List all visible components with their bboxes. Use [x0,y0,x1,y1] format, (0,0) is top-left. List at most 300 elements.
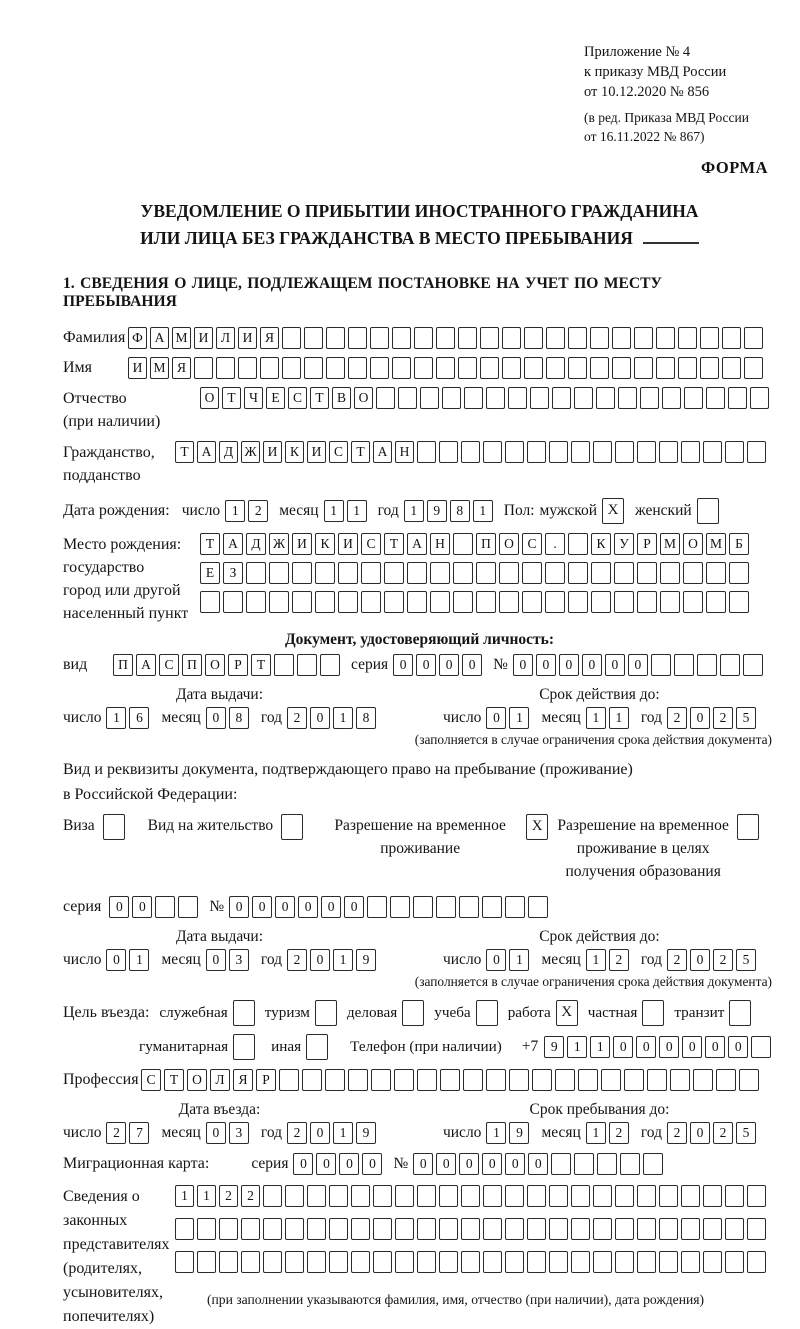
form-cell: 2 [287,707,307,729]
day-label: число [63,709,102,727]
form-cell: 2 [219,1185,238,1207]
form-cell [417,1218,436,1240]
form-cell [747,1218,766,1240]
form-cell: С [522,533,542,555]
residence-doc-intro-line: Вид и реквизиты документа, подтверждающего право на пребывание (проживание) [63,761,633,779]
purpose-study-checkbox [476,1000,498,1026]
form-cell [551,1153,571,1175]
number-label: № [393,1154,409,1172]
form-cell [338,591,358,613]
form-cell: 0 [690,707,710,729]
issue-month-cells [206,949,249,971]
year-label: год [640,950,662,968]
form-cell [263,1251,282,1273]
form-cell: 0 [416,654,436,676]
year-label: год [377,501,399,519]
form-cell [743,654,763,676]
form-cell [384,591,404,613]
form-cell: К [591,533,611,555]
form-cell [725,1218,744,1240]
form-cell [395,1218,414,1240]
form-cell: А [407,533,427,555]
form-cell: 9 [427,500,447,522]
form-cell [200,591,220,613]
form-cell: У [614,533,634,555]
form-cell [263,1185,282,1207]
form-cell [527,1185,546,1207]
form-cell: 2 [713,1122,733,1144]
sex-male-checkbox: X [602,498,624,524]
form-cell [304,357,323,379]
form-cell [463,1069,483,1091]
title-blank-line [643,229,699,244]
form-cell [269,562,289,584]
form-cell [612,357,631,379]
stay-day-cells [486,1122,529,1144]
purpose-tourism-label: туризм [264,1003,310,1021]
form-cell [659,1251,678,1273]
form-cell [197,1218,216,1240]
form-cell: 1 [225,500,245,522]
form-cell: 0 [459,1153,479,1175]
form-cell [647,1069,667,1091]
form-cell [640,387,659,409]
month-label: месяц [279,501,319,519]
form-cell [593,1251,612,1273]
form-cell [436,896,456,918]
form-cell: 0 [109,896,129,918]
form-cell [620,1153,640,1175]
issue-day-cells [106,949,149,971]
form-cell [464,387,483,409]
form-cell: 0 [436,1153,456,1175]
form-cell [697,654,717,676]
purpose-business-checkbox [402,1000,424,1026]
form-cell: 2 [713,707,733,729]
form-cell [571,1251,590,1273]
form-cell [392,327,411,349]
form-cell: 0 [513,654,533,676]
form-cell [729,562,749,584]
valid-day-cells [486,949,529,971]
form-cell [593,1218,612,1240]
day-label: число [63,950,102,968]
form-cell [260,357,279,379]
form-cell [747,1185,766,1207]
form-cell [508,387,527,409]
representatives-cells-row2 [175,1218,766,1240]
purpose-transit-checkbox [729,1000,751,1026]
form-cell: 2 [667,707,687,729]
form-cell [461,1218,480,1240]
form-cell [361,591,381,613]
form-cell [522,591,542,613]
form-cell [361,562,381,584]
form-cell [370,357,389,379]
form-cell [417,1069,437,1091]
document-title [63,198,776,251]
form-cell [637,1185,656,1207]
month-label: месяц [541,1123,581,1141]
form-cell: 0 [728,1036,748,1058]
birth-place-label-line: государство [63,558,145,576]
form-cell [371,1069,391,1091]
birth-date-label: Дата рождения: [63,501,170,519]
form-cell [329,1218,348,1240]
form-cell: 2 [609,949,629,971]
form-cell: Т [164,1069,184,1091]
form-cell: О [683,533,703,555]
purpose-study-label: учеба [434,1003,471,1021]
validity-note: (заполняется в случае ограничения срока действия документа) [414,973,772,989]
day-label: число [181,501,221,519]
form-cell [747,441,766,463]
visa-checkbox [103,814,125,840]
form-cell [684,387,703,409]
surname-row [63,327,776,349]
form-cell: 0 [339,1153,359,1175]
form-cell [571,441,590,463]
valid-until-cells [443,707,756,729]
form-cell [241,1251,260,1273]
representatives-cells-row3 [175,1251,766,1273]
day-label: число [442,709,482,727]
stay-year-cells [667,1122,756,1144]
form-cell [574,387,593,409]
form-cell: 0 [229,896,249,918]
sex-female-label: женский [634,501,692,519]
birth-place-label-line: Место рождения: [63,535,182,553]
form-cell: 0 [310,707,330,729]
form-cell: 0 [659,1036,679,1058]
form-cell [706,562,726,584]
valid-until-heading: Срок действия до: [539,927,660,945]
form-cell [651,654,671,676]
option-visa [63,814,125,840]
option-residence-permit-label: Вид на жительство [147,816,274,834]
temporary-residence-education-checkbox [737,814,759,840]
form-cell: 1 [567,1036,587,1058]
form-cell [442,387,461,409]
form-cell: 0 [682,1036,702,1058]
form-cell [392,357,411,379]
form-cell [634,357,653,379]
form-cell: С [141,1069,161,1091]
form-cell [476,562,496,584]
form-cell: А [150,327,169,349]
form-cell: 1 [509,949,529,971]
entry-day-cells [106,1122,149,1144]
representatives-label-line: усыновителях, [63,1283,163,1301]
stay-month-cells [586,1122,629,1144]
form-cell: Л [210,1069,230,1091]
form-cell: О [205,654,225,676]
form-cell [329,1251,348,1273]
form-cell: 1 [175,1185,194,1207]
form-cell [430,562,450,584]
form-cell: 0 [252,896,272,918]
form-cell: Н [395,441,414,463]
purpose-humanitarian-checkbox [233,1034,255,1060]
form-cell [615,1218,634,1240]
form-cell: 0 [298,896,318,918]
citizenship-cells [175,441,766,463]
form-cell [304,327,323,349]
form-cell: 0 [310,1122,330,1144]
form-cell [326,357,345,379]
form-cell: 0 [310,949,330,971]
form-cell [219,1251,238,1273]
form-cell [530,387,549,409]
form-cell [683,591,703,613]
option-temporary-residence-label: Разрешение на временное проживание [334,816,506,858]
form-cell [700,357,719,379]
form-cell [483,441,502,463]
form-cell: 0 [636,1036,656,1058]
form-cell: И [128,357,147,379]
form-cell [614,562,634,584]
form-cell: Т [175,441,194,463]
form-cell [329,1185,348,1207]
form-cell [725,441,744,463]
form-cell: С [159,654,179,676]
year-label: год [640,1123,662,1141]
identity-doc-number-cells [513,654,763,676]
birth-place-label-line: город или другой [63,581,181,599]
form-cell [439,441,458,463]
form-cell: 0 [528,1153,548,1175]
entry-date-heading: Дата въезда: [178,1100,261,1118]
form-cell [398,387,417,409]
form-cell: 2 [106,1122,126,1144]
form-cell [618,387,637,409]
citizenship-label [63,441,175,487]
form-cell: Р [228,654,248,676]
valid-year-cells [667,949,756,971]
form-cell [307,1251,326,1273]
form-cell: 5 [736,1122,756,1144]
form-cell [703,1251,722,1273]
form-cell [194,357,213,379]
form-cell [590,327,609,349]
patronymic-cells [200,387,769,409]
form-cell: 1 [609,707,629,729]
form-cell [747,1251,766,1273]
form-cell [750,387,769,409]
residence-doc-valid-group [443,928,756,971]
form-cell [407,562,427,584]
valid-day-cells [486,707,529,729]
form-cell: 1 [333,1122,353,1144]
residence-doc-intro [63,758,776,808]
entry-month-cells [206,1122,249,1144]
entry-date-group [63,1101,376,1144]
form-cell: О [499,533,519,555]
form-cell [681,1251,700,1273]
form-cell [395,1251,414,1273]
purpose-work-label: работа [507,1003,551,1021]
form-cell: К [285,441,304,463]
form-cell: Ж [269,533,289,555]
month-label: месяц [161,1123,201,1141]
purpose-private-label: частная [587,1003,638,1021]
form-cell [414,327,433,349]
valid-until-cells [443,949,756,971]
form-cell: Т [310,387,329,409]
form-cell: А [373,441,392,463]
patronymic-label-line: (при наличии) [63,412,161,430]
form-cell: 0 [613,1036,633,1058]
series-label: серия [351,656,389,674]
birth-year-cells [404,500,493,522]
form-cell: 2 [241,1185,260,1207]
form-cell [681,1218,700,1240]
form-cell [591,562,611,584]
form-cell: С [288,387,307,409]
form-cell: 1 [129,949,149,971]
form-cell [590,357,609,379]
form-cell: А [136,654,156,676]
form-cell [703,1218,722,1240]
form-cell [656,357,675,379]
form-cell [656,327,675,349]
form-cell [480,327,499,349]
form-cell: О [354,387,373,409]
representatives-label-line: (родителях, [63,1259,143,1277]
valid-until-heading: Срок действия до: [539,686,660,704]
form-cell [461,441,480,463]
form-cell: П [476,533,496,555]
form-cell: 0 [482,1153,502,1175]
migration-card-series-cells [293,1153,382,1175]
series-label: серия [63,897,102,915]
form-cell [223,591,243,613]
surname-label: Фамилия [63,328,126,346]
annex-line: к приказу МВД России [584,64,727,80]
purpose-row [63,1000,776,1026]
form-cell [505,1218,524,1240]
form-cell: 0 [206,707,226,729]
day-label: число [442,950,482,968]
sex-label: Пол: [503,501,535,519]
month-label: месяц [541,709,581,727]
form-cell [637,1251,656,1273]
form-cell [246,591,266,613]
option-residence-permit [148,814,304,840]
form-cell [351,1251,370,1273]
annex-amendment [584,109,776,146]
profession-label: Профессия [63,1070,139,1088]
form-cell [384,562,404,584]
birth-place-label [63,533,200,626]
form-cell [282,327,301,349]
birth-place-cells-row2 [200,562,749,584]
residence-doc-series-cells [109,896,198,918]
form-cell: И [238,327,257,349]
valid-year-cells [667,707,756,729]
representatives-rows [175,1185,766,1308]
identity-doc-dates [63,686,776,729]
citizenship-label-line: Гражданство, [63,444,155,462]
sex-female-checkbox [697,498,719,524]
identity-doc-series-cells [393,654,482,676]
purpose-row2-phone [139,1034,776,1060]
form-cell [483,1251,502,1273]
form-cell [678,357,697,379]
form-cell [574,1153,594,1175]
representatives-label-line: попечителях) [63,1307,155,1325]
patronymic-label-line: Отчество [63,389,127,407]
year-label: год [260,1123,283,1141]
form-cell: 8 [229,707,249,729]
form-cell: 0 [628,654,648,676]
form-cell [178,896,198,918]
year-label: год [640,709,662,727]
patronymic-row [63,387,776,433]
series-label: серия [251,1154,289,1172]
form-cell [643,1153,663,1175]
form-cell: А [223,533,243,555]
citizenship-label-line: подданство [63,467,141,485]
form-cell [246,562,266,584]
form-cell [482,896,502,918]
form-cell [524,327,543,349]
form-cell [282,357,301,379]
form-cell [660,591,680,613]
form-cell: 1 [509,707,529,729]
form-cell: О [187,1069,207,1091]
form-cell: 2 [287,949,307,971]
form-cell [499,591,519,613]
form-cell [674,654,694,676]
form-cell: М [172,327,191,349]
form-cell [706,387,725,409]
form-cell: И [194,327,213,349]
form-cell: Л [216,327,235,349]
issue-date-heading: Дата выдачи: [175,927,264,945]
form-cell [593,441,612,463]
form-cell [678,327,697,349]
form-cell [522,562,542,584]
form-cell: В [332,387,351,409]
form-cell [660,562,680,584]
form-cell: 0 [393,654,413,676]
form-cell [624,1069,644,1091]
form-cell [285,1185,304,1207]
month-label: месяц [161,950,201,968]
form-cell: 9 [544,1036,564,1058]
birth-day-cells [225,500,268,522]
form-cell [370,327,389,349]
surname-cells [128,327,763,349]
form-cell [693,1069,713,1091]
residence-doc-dates [63,928,776,971]
form-cell [320,654,340,676]
issue-month-cells [206,707,249,729]
form-cell [744,357,763,379]
form-cell [417,1185,436,1207]
form-cell: 0 [293,1153,313,1175]
issue-day-cells [106,707,149,729]
form-cell: 0 [462,654,482,676]
form-cell: Е [200,562,220,584]
annex-line: от 10.12.2020 № 856 [584,84,710,100]
form-cell: 0 [206,1122,226,1144]
form-cell [739,1069,759,1091]
form-cell: 0 [316,1153,336,1175]
form-cell [568,533,588,555]
form-cell [414,357,433,379]
